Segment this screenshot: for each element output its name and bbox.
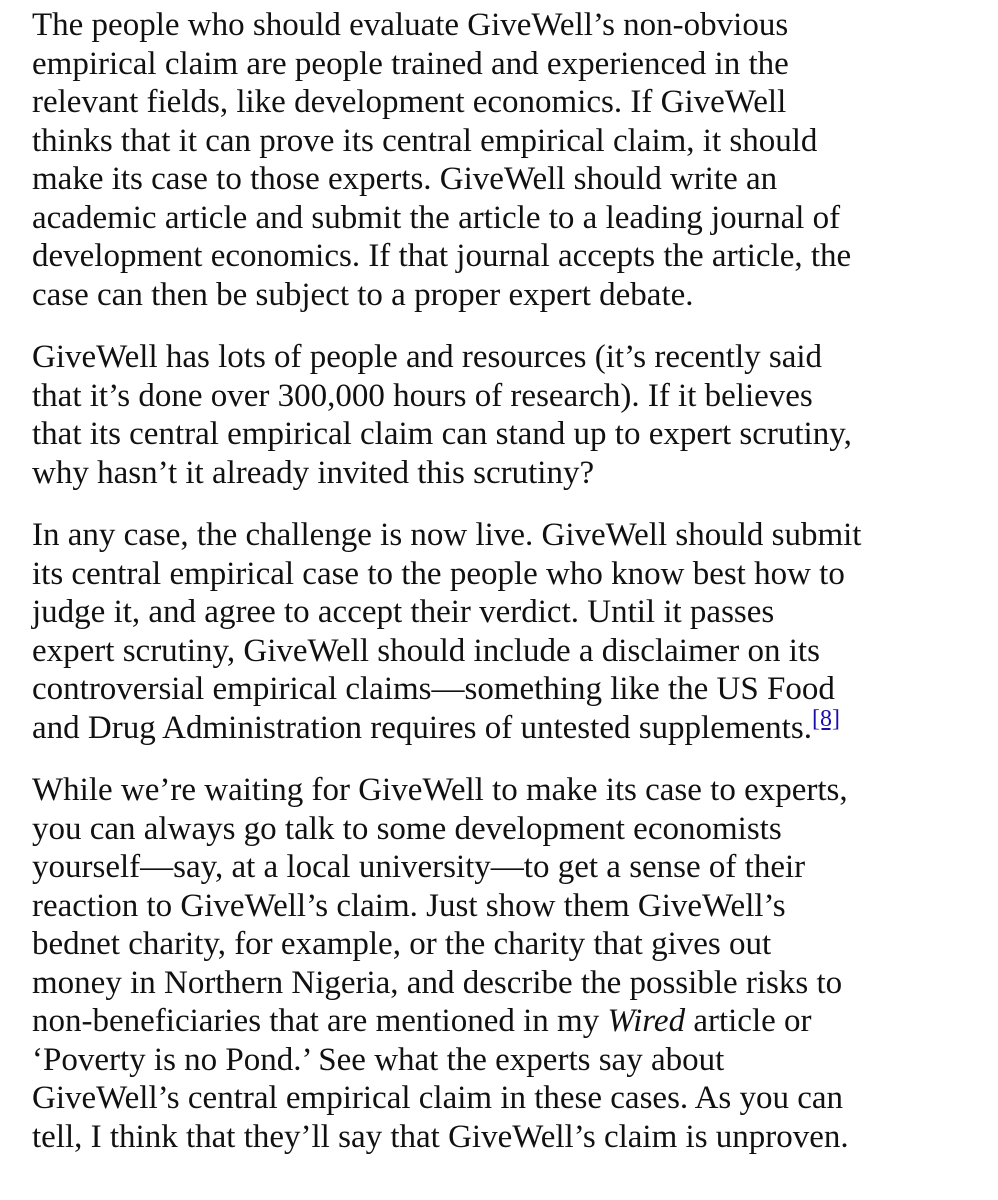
paragraph-text-after: article or ‘Poverty is no Pond.’ See what the experts say about GiveWell’s central empirical claim in these cases. As you can tell, I think that they’ll say that GiveWell’s claim is unproven. xyxy=(32,1003,849,1155)
paragraph-text: The people who should evaluate GiveWell’s non-obvious empirical claim are people trained and experienced in the relevant fields, like development economics. If GiveWell thinks that it can prove its central empirical claim, it should make its case to those experts. GiveWell should write an academic article and submit the article to a leading journal of development economics. If that journal accepts the article, the case can then be subject to a proper expert debate. xyxy=(32,7,852,313)
paragraph-text: GiveWell has lots of people and resources (it’s recently said that it’s done over 300,000 hours of research). If it believes that its central empirical claim can stand up to expert scrutiny, why hasn’t it already invited this scrutiny? xyxy=(32,339,852,491)
paragraph-resources xyxy=(32,338,970,492)
paragraph-text: In any case, the challenge is now live. GiveWell should submit its central empirical case to the people who know best how to judge it, and agree to accept their verdict. Until it passes expert scrutiny, GiveWell should include a disclaimer on its controversial empirical claims—something like the US Food and Drug Administration requires of untested supplements. xyxy=(32,517,862,746)
footnote-link[interactable]: [8] xyxy=(811,705,840,732)
paragraph-expert-evaluation xyxy=(32,6,970,314)
paragraph-challenge xyxy=(32,516,970,747)
paragraph-text-before: While we’re waiting for GiveWell to make its case to experts, you can always go talk to some development economists yourself—say, at a local university—to get a sense of their reaction to GiveWell’s claim. Just show them GiveWell’s bednet charity, for example, or the charity that gives out money in Northern Nigeria, and describe the possible risks to non-beneficiaries that are mentioned in my xyxy=(32,772,848,1039)
publication-title: Wired xyxy=(607,1003,686,1039)
paragraph-talk-to-economists xyxy=(32,771,970,1156)
